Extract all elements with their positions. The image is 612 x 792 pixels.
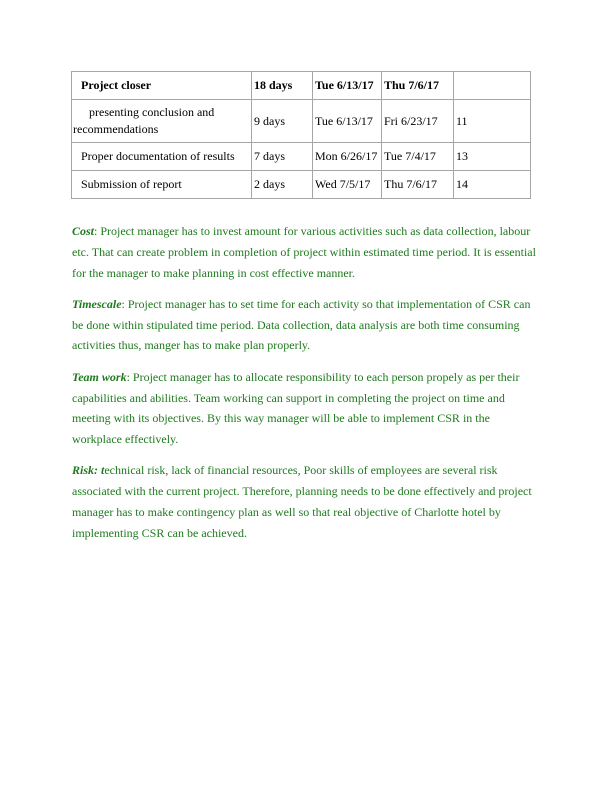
table-row xyxy=(72,72,531,100)
paragraph-text: echnical risk, lack of financial resources, Poor skills of employees are several risk associated with the current project. Therefore, planning needs to be done effectively and project manager has to make contingency plan as well so that real objective of Charlotte hotel by implementing CSR can be achieved. xyxy=(72,463,532,540)
paragraph-heading: Timescale xyxy=(72,296,122,311)
body-text xyxy=(72,221,542,554)
predecessor-cell: 14 xyxy=(454,171,531,199)
paragraph-heading: Risk: t xyxy=(72,463,105,478)
paragraph-cost xyxy=(72,221,542,283)
predecessor-cell xyxy=(454,72,531,100)
paragraph-heading: Team work xyxy=(72,369,127,384)
predecessor-cell: 13 xyxy=(454,143,531,171)
finish-date-cell: Tue 7/4/17 xyxy=(382,143,454,171)
paragraph-team-work xyxy=(72,367,542,450)
start-date-cell: Mon 6/26/17 xyxy=(313,143,382,171)
task-name-text: presenting conclusion and recommendations xyxy=(73,105,215,136)
task-name-cell: Project closer xyxy=(72,72,252,100)
project-schedule-table xyxy=(71,71,531,199)
duration-cell: 2 days xyxy=(252,171,313,199)
duration-cell: 7 days xyxy=(252,143,313,171)
paragraph-text: : Project manager has to invest amount for various activities such as data collection, labour etc. That can create problem in completion of project within estimated time period. It is essential for the manager to make planning in cost effective manner. xyxy=(72,224,536,280)
finish-date-cell: Thu 7/6/17 xyxy=(382,72,454,100)
duration-cell: 18 days xyxy=(252,72,313,100)
table-row xyxy=(72,171,531,199)
paragraph-heading: Cost xyxy=(72,224,95,238)
paragraph-timescale xyxy=(72,294,542,356)
paragraph-text: : Project manager has to set time for each activity so that implementation of CSR can be done within stipulated time period. Data collection, data analysis are both time consuming activities thus, manger has to make plan properly. xyxy=(72,296,531,353)
start-date-cell: Tue 6/13/17 xyxy=(313,72,382,100)
duration-cell: 9 days xyxy=(252,100,313,143)
paragraph-text: : Project manager has to allocate responsibility to each person propely as per their capabilities and abilities. Team working can support in completing the project on time and meeting with its objectives. By this way manager will be able to implement CSR in the workplace effectively. xyxy=(72,369,520,447)
start-date-cell: Tue 6/13/17 xyxy=(313,100,382,143)
predecessor-cell: 11 xyxy=(454,100,531,143)
table-row xyxy=(72,100,531,143)
task-name-cell xyxy=(72,100,252,143)
start-date-cell: Wed 7/5/17 xyxy=(313,171,382,199)
task-name-cell: Submission of report xyxy=(72,171,252,199)
paragraph-risk xyxy=(72,460,542,543)
task-name-cell: Proper documentation of results xyxy=(72,143,252,171)
table-row xyxy=(72,143,531,171)
finish-date-cell: Thu 7/6/17 xyxy=(382,171,454,199)
finish-date-cell: Fri 6/23/17 xyxy=(382,100,454,143)
